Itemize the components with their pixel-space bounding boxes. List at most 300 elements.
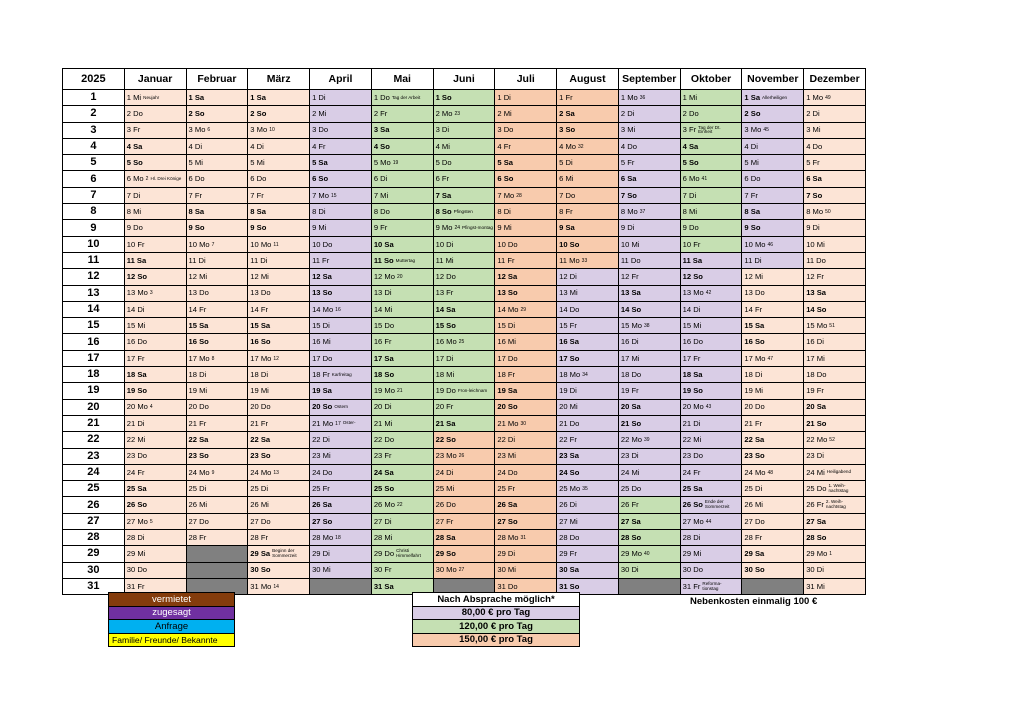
day-cell[interactable]: 28 Sa — [433, 530, 495, 546]
day-cell[interactable]: 16 Fr — [371, 334, 433, 350]
day-cell[interactable]: 19 Mi — [186, 383, 248, 399]
day-cell[interactable]: 27 Do — [186, 513, 248, 529]
day-cell[interactable]: 17 Fr — [124, 350, 186, 366]
day-cell[interactable]: 1 Mo 36 — [618, 90, 680, 106]
day-cell[interactable]: 6 Mo 2 Hl. Drei Könige — [124, 171, 186, 187]
day-cell[interactable]: 13 Do — [186, 285, 248, 301]
day-cell[interactable]: 23 Mi — [495, 448, 557, 464]
day-cell[interactable]: 1 So — [433, 90, 495, 106]
day-cell[interactable]: 23 Di — [618, 448, 680, 464]
day-cell[interactable]: 21 Fr — [248, 415, 310, 431]
day-cell[interactable]: 26 Mo 22 — [371, 497, 433, 513]
day-cell[interactable]: 22 Sa — [248, 432, 310, 448]
day-cell[interactable]: 29 Mo 40 — [618, 546, 680, 562]
day-cell[interactable]: 8 Sa — [742, 204, 804, 220]
day-cell[interactable]: 22 Di — [310, 432, 372, 448]
day-cell[interactable]: 19 Fr — [618, 383, 680, 399]
day-cell[interactable]: 8 Mo 50 — [804, 204, 866, 220]
day-cell[interactable]: 12 Sa — [310, 269, 372, 285]
day-cell[interactable]: 9 So — [186, 220, 248, 236]
day-cell[interactable]: 5 Mi — [248, 155, 310, 171]
day-cell[interactable]: 20 Fr — [433, 399, 495, 415]
day-cell[interactable]: 17 Di — [433, 350, 495, 366]
day-cell[interactable]: 3 Do — [310, 122, 372, 138]
day-cell[interactable]: 14 Di — [124, 301, 186, 317]
day-cell[interactable]: 2 Fr — [371, 106, 433, 122]
day-cell[interactable]: 28 Mi — [371, 530, 433, 546]
day-cell[interactable]: 6 Do — [186, 171, 248, 187]
day-cell[interactable]: 22 Do — [371, 432, 433, 448]
day-cell[interactable]: 24 Mo 13 — [248, 464, 310, 480]
day-cell[interactable]: 20 Mi — [557, 399, 619, 415]
day-cell[interactable]: 12 Mi — [742, 269, 804, 285]
day-cell[interactable]: 8 Sa — [186, 204, 248, 220]
day-cell[interactable]: 23 Fr — [371, 448, 433, 464]
day-cell[interactable]: 10 So — [557, 236, 619, 252]
day-cell[interactable]: 30 Fr — [371, 562, 433, 578]
day-cell[interactable]: 5 Mi — [742, 155, 804, 171]
day-cell[interactable]: 14 So — [804, 301, 866, 317]
day-cell[interactable]: 30 Sa — [557, 562, 619, 578]
day-cell[interactable]: 22 Sa — [742, 432, 804, 448]
day-cell[interactable]: 27 So — [310, 513, 372, 529]
day-cell[interactable]: 26 Fr 2. Weih-nachtstag — [804, 497, 866, 513]
day-cell[interactable]: 5 Sa — [310, 155, 372, 171]
day-cell[interactable]: 23 So — [186, 448, 248, 464]
day-cell[interactable]: 26 Mi — [186, 497, 248, 513]
day-cell[interactable]: 31 Fr Reforma-tionstag — [680, 578, 742, 594]
day-cell[interactable]: 1 Di — [310, 90, 372, 106]
day-cell[interactable]: 10 Mi — [618, 236, 680, 252]
day-cell[interactable]: 1 Mo 49 — [804, 90, 866, 106]
day-cell[interactable]: 10 Mo 7 — [186, 236, 248, 252]
day-cell[interactable]: 20 Di — [371, 399, 433, 415]
day-cell[interactable]: 2 Do — [680, 106, 742, 122]
day-cell[interactable]: 11 So Muttertag — [371, 252, 433, 268]
day-cell[interactable]: 14 Fr — [742, 301, 804, 317]
day-cell[interactable]: 25 Di — [742, 481, 804, 497]
day-cell[interactable]: 11 Do — [618, 252, 680, 268]
day-cell[interactable]: 20 So — [495, 399, 557, 415]
day-cell[interactable]: 4 Fr — [310, 138, 372, 154]
day-cell[interactable]: 17 Mo 8 — [186, 350, 248, 366]
day-cell[interactable]: 30 So — [742, 562, 804, 578]
day-cell[interactable]: 1 Mi — [680, 90, 742, 106]
day-cell[interactable]: 3 Fr — [124, 122, 186, 138]
day-cell[interactable]: 3 Mi — [618, 122, 680, 138]
day-cell[interactable]: 15 Fr — [557, 318, 619, 334]
day-cell[interactable]: 7 Mi — [371, 187, 433, 203]
day-cell[interactable]: 31 Sa — [371, 578, 433, 594]
day-cell[interactable]: 14 Do — [557, 301, 619, 317]
day-cell[interactable]: 9 Mi — [495, 220, 557, 236]
day-cell[interactable]: 27 Sa — [804, 513, 866, 529]
day-cell[interactable]: 15 Mi — [124, 318, 186, 334]
day-cell[interactable]: 14 Mo 29 — [495, 301, 557, 317]
day-cell[interactable]: 10 Do — [310, 236, 372, 252]
day-cell[interactable]: 29 Mi — [124, 546, 186, 562]
day-cell[interactable]: 4 Di — [186, 138, 248, 154]
day-cell[interactable]: 13 Fr — [433, 285, 495, 301]
day-cell[interactable]: 17 Do — [495, 350, 557, 366]
day-cell[interactable]: 1 Sa — [248, 90, 310, 106]
day-cell[interactable]: 2 So — [742, 106, 804, 122]
day-cell[interactable]: 24 Fr — [124, 464, 186, 480]
day-cell[interactable]: 28 Fr — [742, 530, 804, 546]
day-cell[interactable]: 3 Do — [495, 122, 557, 138]
day-cell[interactable]: 12 Mo 20 — [371, 269, 433, 285]
day-cell[interactable]: 27 Mo 5 — [124, 513, 186, 529]
day-cell[interactable]: 19 Di — [557, 383, 619, 399]
day-cell[interactable]: 22 So — [433, 432, 495, 448]
day-cell[interactable]: 18 Fr — [495, 367, 557, 383]
day-cell[interactable]: 28 Fr — [248, 530, 310, 546]
day-cell[interactable]: 18 Sa — [680, 367, 742, 383]
day-cell[interactable]: 5 Sa — [495, 155, 557, 171]
day-cell[interactable]: 21 So — [804, 415, 866, 431]
day-cell[interactable]: 1 Sa — [186, 90, 248, 106]
day-cell[interactable]: 1 Di — [495, 90, 557, 106]
day-cell[interactable]: 25 So — [371, 481, 433, 497]
day-cell[interactable]: 9 Di — [618, 220, 680, 236]
day-cell[interactable]: 13 Di — [371, 285, 433, 301]
day-cell[interactable]: 28 So — [804, 530, 866, 546]
day-cell[interactable]: 12 So — [680, 269, 742, 285]
day-cell[interactable]: 13 Mo 42 — [680, 285, 742, 301]
day-cell[interactable]: 10 Sa — [371, 236, 433, 252]
day-cell[interactable]: 8 Fr — [557, 204, 619, 220]
day-cell[interactable]: 3 So — [557, 122, 619, 138]
day-cell[interactable]: 4 Sa — [680, 138, 742, 154]
day-cell[interactable]: 15 Sa — [248, 318, 310, 334]
day-cell[interactable]: 8 Mi — [680, 204, 742, 220]
day-cell[interactable]: 3 Mo 6 — [186, 122, 248, 138]
day-cell[interactable]: 15 So — [433, 318, 495, 334]
day-cell[interactable]: 7 Mo 15 — [310, 187, 372, 203]
day-cell[interactable]: 9 Sa — [557, 220, 619, 236]
day-cell[interactable]: 16 So — [248, 334, 310, 350]
day-cell[interactable]: 30 Do — [680, 562, 742, 578]
day-cell[interactable]: 11 Do — [804, 252, 866, 268]
day-cell[interactable]: 17 Fr — [680, 350, 742, 366]
day-cell[interactable]: 10 Mi — [804, 236, 866, 252]
day-cell[interactable]: 22 Mo 52 — [804, 432, 866, 448]
day-cell[interactable]: 4 Sa — [124, 138, 186, 154]
day-cell[interactable]: 13 Do — [248, 285, 310, 301]
day-cell[interactable]: 27 Sa — [618, 513, 680, 529]
day-cell[interactable]: 13 Sa — [804, 285, 866, 301]
day-cell[interactable]: 4 So — [371, 138, 433, 154]
day-cell[interactable]: 24 Sa — [371, 464, 433, 480]
day-cell[interactable]: 18 Fr Karfreitag — [310, 367, 372, 383]
day-cell[interactable]: 1 Sa Allerheiligen — [742, 90, 804, 106]
day-cell[interactable]: 6 Di — [371, 171, 433, 187]
day-cell[interactable]: 2 Di — [804, 106, 866, 122]
day-cell[interactable]: 7 So — [618, 187, 680, 203]
day-cell[interactable]: 24 So — [557, 464, 619, 480]
day-cell[interactable]: 4 Di — [248, 138, 310, 154]
day-cell[interactable]: 30 Di — [804, 562, 866, 578]
day-cell[interactable]: 22 Mi — [124, 432, 186, 448]
day-cell[interactable]: 10 Mo 46 — [742, 236, 804, 252]
day-cell[interactable]: 31 Fr — [124, 578, 186, 594]
day-cell[interactable]: 5 So — [124, 155, 186, 171]
day-cell[interactable]: 3 Mi — [804, 122, 866, 138]
day-cell[interactable]: 6 So — [310, 171, 372, 187]
day-cell[interactable]: 21 Fr — [186, 415, 248, 431]
day-cell[interactable]: 11 Di — [742, 252, 804, 268]
day-cell[interactable]: 28 So — [618, 530, 680, 546]
day-cell[interactable]: 11 Fr — [310, 252, 372, 268]
day-cell[interactable]: 15 Do — [371, 318, 433, 334]
day-cell[interactable]: 15 Mo 38 — [618, 318, 680, 334]
day-cell[interactable]: 27 Di — [371, 513, 433, 529]
day-cell[interactable]: 19 Sa — [495, 383, 557, 399]
day-cell[interactable]: 26 Sa — [310, 497, 372, 513]
day-cell[interactable]: 23 Do — [124, 448, 186, 464]
day-cell[interactable]: 20 Do — [248, 399, 310, 415]
day-cell[interactable]: 8 Mo 37 — [618, 204, 680, 220]
day-cell[interactable]: 10 Do — [495, 236, 557, 252]
day-cell[interactable]: 13 So — [495, 285, 557, 301]
day-cell[interactable]: 19 Sa — [310, 383, 372, 399]
day-cell[interactable]: 9 Fr — [371, 220, 433, 236]
day-cell[interactable]: 14 Sa — [433, 301, 495, 317]
day-cell[interactable]: 6 Do — [248, 171, 310, 187]
day-cell[interactable]: 8 Do — [371, 204, 433, 220]
day-cell[interactable]: 27 Mo 44 — [680, 513, 742, 529]
day-cell[interactable]: 30 Di — [618, 562, 680, 578]
day-cell[interactable]: 3 Mo 10 — [248, 122, 310, 138]
day-cell[interactable]: 19 Mi — [742, 383, 804, 399]
day-cell[interactable]: 21 Do — [557, 415, 619, 431]
day-cell[interactable]: 27 Do — [248, 513, 310, 529]
day-cell[interactable]: 30 Do — [124, 562, 186, 578]
day-cell[interactable]: 28 Di — [680, 530, 742, 546]
day-cell[interactable]: 27 Mi — [557, 513, 619, 529]
day-cell[interactable]: 26 Do — [433, 497, 495, 513]
day-cell[interactable]: 16 So — [742, 334, 804, 350]
day-cell[interactable]: 30 Mi — [310, 562, 372, 578]
day-cell[interactable]: 12 Sa — [495, 269, 557, 285]
day-cell[interactable]: 7 Fr — [186, 187, 248, 203]
day-cell[interactable]: 24 Mi Heiligabend — [804, 464, 866, 480]
day-cell[interactable]: 22 Di — [495, 432, 557, 448]
day-cell[interactable]: 14 Mi — [371, 301, 433, 317]
day-cell[interactable]: 14 Mo 16 — [310, 301, 372, 317]
day-cell[interactable]: 12 Mi — [248, 269, 310, 285]
day-cell[interactable]: 5 Fr — [804, 155, 866, 171]
day-cell[interactable]: 11 Mi — [433, 252, 495, 268]
day-cell[interactable]: 19 So — [124, 383, 186, 399]
day-cell[interactable]: 8 So Pfingsten — [433, 204, 495, 220]
day-cell[interactable]: 1 Do Tag der Arbeit — [371, 90, 433, 106]
day-cell[interactable]: 1 Fr — [557, 90, 619, 106]
day-cell[interactable]: 15 Sa — [742, 318, 804, 334]
day-cell[interactable]: 16 So — [186, 334, 248, 350]
day-cell[interactable]: 11 Mo 33 — [557, 252, 619, 268]
day-cell[interactable]: 31 So — [557, 578, 619, 594]
day-cell[interactable]: 28 Mo 31 — [495, 530, 557, 546]
day-cell[interactable]: 29 Sa — [742, 546, 804, 562]
day-cell[interactable]: 17 So — [557, 350, 619, 366]
day-cell[interactable]: 3 Sa — [371, 122, 433, 138]
day-cell[interactable]: 24 Do — [495, 464, 557, 480]
day-cell[interactable]: 26 So — [124, 497, 186, 513]
day-cell[interactable]: 17 Do — [310, 350, 372, 366]
day-cell[interactable]: 11 Di — [186, 252, 248, 268]
day-cell[interactable]: 26 So Ende der Sommerzeit — [680, 497, 742, 513]
day-cell[interactable]: 18 Di — [248, 367, 310, 383]
day-cell[interactable]: 2 Di — [618, 106, 680, 122]
day-cell[interactable]: 24 Mo 9 — [186, 464, 248, 480]
day-cell[interactable]: 18 Do — [618, 367, 680, 383]
day-cell[interactable]: 19 Mo 21 — [371, 383, 433, 399]
day-cell[interactable]: 24 Mo 48 — [742, 464, 804, 480]
day-cell[interactable]: 27 Do — [742, 513, 804, 529]
day-cell[interactable]: 20 Do — [742, 399, 804, 415]
day-cell[interactable]: 24 Mi — [618, 464, 680, 480]
day-cell[interactable]: 25 Do — [618, 481, 680, 497]
day-cell[interactable]: 31 Do — [495, 578, 557, 594]
day-cell[interactable]: 13 Do — [742, 285, 804, 301]
day-cell[interactable]: 13 Mo 3 — [124, 285, 186, 301]
day-cell[interactable]: 30 Mo 27 — [433, 562, 495, 578]
day-cell[interactable]: 13 Sa — [618, 285, 680, 301]
day-cell[interactable]: 2 Do — [124, 106, 186, 122]
day-cell[interactable]: 21 Sa — [433, 415, 495, 431]
day-cell[interactable]: 21 Mo 30 — [495, 415, 557, 431]
day-cell[interactable]: 18 Di — [186, 367, 248, 383]
day-cell[interactable]: 3 Di — [433, 122, 495, 138]
day-cell[interactable]: 2 So — [186, 106, 248, 122]
day-cell[interactable]: 11 Sa — [680, 252, 742, 268]
day-cell[interactable]: 4 Do — [804, 138, 866, 154]
day-cell[interactable]: 7 Di — [124, 187, 186, 203]
day-cell[interactable]: 7 Fr — [742, 187, 804, 203]
day-cell[interactable]: 22 Fr — [557, 432, 619, 448]
day-cell[interactable]: 27 Fr — [433, 513, 495, 529]
day-cell[interactable]: 14 So — [618, 301, 680, 317]
day-cell[interactable]: 5 So — [680, 155, 742, 171]
day-cell[interactable]: 20 Do — [186, 399, 248, 415]
day-cell[interactable]: 21 So — [618, 415, 680, 431]
day-cell[interactable]: 9 Do — [680, 220, 742, 236]
day-cell[interactable]: 19 Fr — [804, 383, 866, 399]
day-cell[interactable]: 17 Mi — [618, 350, 680, 366]
day-cell[interactable]: 25 Mi — [433, 481, 495, 497]
day-cell[interactable]: 19 Mi — [248, 383, 310, 399]
day-cell[interactable]: 16 Di — [618, 334, 680, 350]
day-cell[interactable]: 2 Mo 23 — [433, 106, 495, 122]
day-cell[interactable]: 18 So — [371, 367, 433, 383]
day-cell[interactable]: 11 Sa — [124, 252, 186, 268]
day-cell[interactable]: 30 Mi — [495, 562, 557, 578]
day-cell[interactable]: 29 Di — [310, 546, 372, 562]
day-cell[interactable]: 4 Di — [742, 138, 804, 154]
day-cell[interactable]: 20 Mo 4 — [124, 399, 186, 415]
day-cell[interactable]: 12 Mi — [186, 269, 248, 285]
day-cell[interactable]: 14 Di — [680, 301, 742, 317]
day-cell[interactable]: 11 Di — [248, 252, 310, 268]
day-cell[interactable]: 2 Mi — [495, 106, 557, 122]
day-cell[interactable]: 7 Mo 28 — [495, 187, 557, 203]
day-cell[interactable]: 17 Mo 12 — [248, 350, 310, 366]
day-cell[interactable]: 14 Fr — [186, 301, 248, 317]
day-cell[interactable]: 4 Fr — [495, 138, 557, 154]
day-cell[interactable]: 17 Mi — [804, 350, 866, 366]
day-cell[interactable]: 6 Mi — [557, 171, 619, 187]
day-cell[interactable]: 5 Fr — [618, 155, 680, 171]
day-cell[interactable]: 5 Mo 19 — [371, 155, 433, 171]
day-cell[interactable]: 23 So — [742, 448, 804, 464]
day-cell[interactable]: 26 Sa — [495, 497, 557, 513]
day-cell[interactable]: 20 So Ostern — [310, 399, 372, 415]
day-cell[interactable]: 7 Di — [680, 187, 742, 203]
day-cell[interactable]: 20 Mo 43 — [680, 399, 742, 415]
day-cell[interactable]: 25 Do 1. Weih-nachtstag — [804, 481, 866, 497]
day-cell[interactable]: 12 Fr — [804, 269, 866, 285]
day-cell[interactable]: 15 Di — [495, 318, 557, 334]
day-cell[interactable]: 9 Di — [804, 220, 866, 236]
day-cell[interactable]: 17 Sa — [371, 350, 433, 366]
day-cell[interactable]: 28 Mo 18 — [310, 530, 372, 546]
day-cell[interactable]: 2 So — [248, 106, 310, 122]
day-cell[interactable]: 12 Di — [557, 269, 619, 285]
day-cell[interactable]: 16 Mo 25 — [433, 334, 495, 350]
day-cell[interactable]: 20 Sa — [804, 399, 866, 415]
day-cell[interactable]: 12 So — [124, 269, 186, 285]
day-cell[interactable]: 25 Di — [186, 481, 248, 497]
day-cell[interactable]: 16 Do — [680, 334, 742, 350]
day-cell[interactable]: 23 Mi — [310, 448, 372, 464]
day-cell[interactable]: 19 Do Fron-leichnam — [433, 383, 495, 399]
day-cell[interactable]: 6 Fr — [433, 171, 495, 187]
day-cell[interactable]: 9 Mi — [310, 220, 372, 236]
day-cell[interactable]: 21 Di — [124, 415, 186, 431]
day-cell[interactable]: 8 Di — [495, 204, 557, 220]
day-cell[interactable]: 18 Mo 34 — [557, 367, 619, 383]
day-cell[interactable]: 20 Sa — [618, 399, 680, 415]
day-cell[interactable]: 4 Do — [618, 138, 680, 154]
day-cell[interactable]: 14 Fr — [248, 301, 310, 317]
day-cell[interactable]: 12 Do — [433, 269, 495, 285]
day-cell[interactable]: 3 Mo 45 — [742, 122, 804, 138]
day-cell[interactable]: 23 Mo 26 — [433, 448, 495, 464]
day-cell[interactable]: 30 So — [248, 562, 310, 578]
day-cell[interactable]: 9 Do — [124, 220, 186, 236]
day-cell[interactable]: 23 Di — [804, 448, 866, 464]
day-cell[interactable]: 29 Do Christi Himmelfahrt — [371, 546, 433, 562]
day-cell[interactable]: 28 Di — [124, 530, 186, 546]
day-cell[interactable]: 16 Mi — [310, 334, 372, 350]
day-cell[interactable]: 8 Mi — [124, 204, 186, 220]
day-cell[interactable]: 23 Do — [680, 448, 742, 464]
day-cell[interactable]: 25 Sa — [124, 481, 186, 497]
day-cell[interactable]: 18 Sa — [124, 367, 186, 383]
day-cell[interactable]: 21 Di — [680, 415, 742, 431]
day-cell[interactable]: 21 Mo 17 Oster- — [310, 415, 372, 431]
day-cell[interactable]: 28 Fr — [186, 530, 248, 546]
day-cell[interactable]: 2 Mi — [310, 106, 372, 122]
day-cell[interactable]: 18 Di — [742, 367, 804, 383]
day-cell[interactable]: 29 Fr — [557, 546, 619, 562]
day-cell[interactable]: 9 Mo 24 Pfingst-montag — [433, 220, 495, 236]
day-cell[interactable]: 25 Fr — [310, 481, 372, 497]
day-cell[interactable]: 28 Do — [557, 530, 619, 546]
day-cell[interactable]: 13 So — [310, 285, 372, 301]
day-cell[interactable]: 24 Do — [310, 464, 372, 480]
